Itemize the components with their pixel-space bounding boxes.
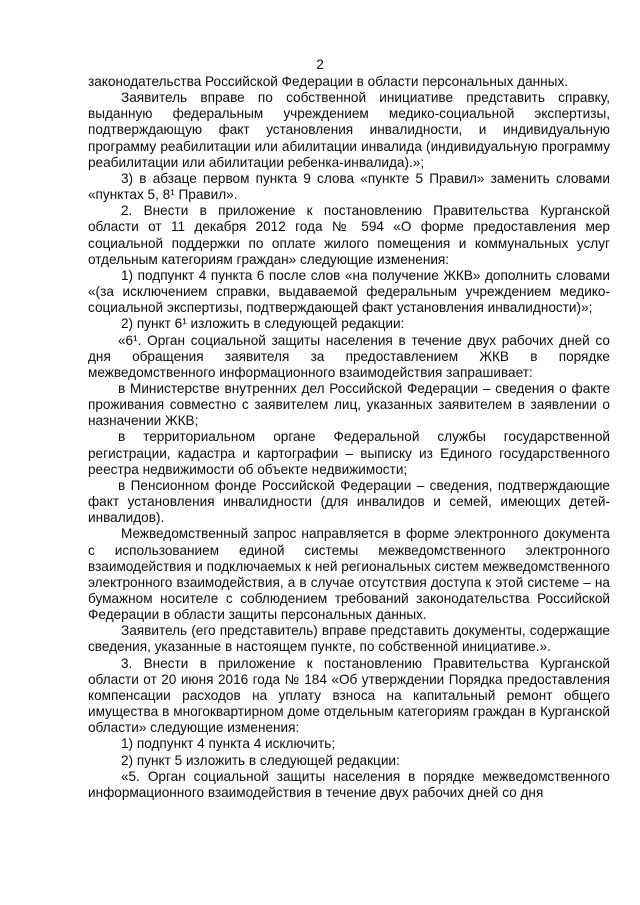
paragraph: Заявитель вправе по собственной инициативе представить справку, выданную федеральным учреждением медико-социальной экспертизы, подтверждающую факт установления инвалидности, и индивидуальную программу реабилитации или абилитации инвалида (индивидуальную программу реабилитации или абилитации ребенка-инвалида).»; [88, 90, 610, 170]
paragraph: 3) в абзаце первом пункта 9 слова «пункте 5 Правил» заменить словами «пунктах 5, 8¹ Правил». [88, 170, 610, 203]
document-body [88, 74, 610, 801]
paragraph: «6¹. Орган социальной защиты населения в течение двух рабочих дней со дня обращения заявителя за предоставлением ЖКВ в порядке межведомственного информационного взаимодействия запрашивает: [88, 332, 610, 380]
paragraph: 1) подпункт 4 пункта 4 исключить; [121, 736, 336, 752]
paragraph: Заявитель (его представитель) вправе представить документы, содержащие сведения, указанные в настоящем пункте, по собственной инициативе.». [88, 623, 610, 655]
paragraph: Межведомственный запрос направляется в форме электронного документа с использованием единой системы межведомственного электронного взаимодействия и подключаемых к ней региональных систем межведомственного электронного взаимодействия, а в случае отсутствия доступа к этой системе – на бумажном носителе с соблюдением требований законодательства Российской Федерации в области защиты персональных данных. [88, 526, 610, 623]
page-number: 2 [316, 57, 324, 72]
paragraph: «5. Орган социальной защиты населения в порядке межведомственного информационного взаимодействия в течение двух рабочих дней со дня [88, 768, 610, 800]
paragraph: в территориальном органе Федеральной службы государственной регистрации, кадастра и картографии – выписку из Единого государственного реестра недвижимости об объекте недвижимости; [88, 429, 610, 477]
paragraph: в Пенсионном фонде Российской Федерации – сведения, подтверждающие факт установления инвалидности (для инвалидов и семей, имеющих детей-инвалидов). [88, 477, 610, 526]
paragraph: в Министерстве внутренних дел Российской Федерации – сведения о факте проживания совместно с заявителем лиц, указанных заявителем в заявлении о назначении ЖКВ; [88, 380, 610, 429]
paragraph: 2. Внести в приложение к постановлению Правительства Курганской области от 11 декабря 2012 года № 594 «О форме предоставления мер социальной поддержки по оплате жилого помещения и коммунальных услуг отдельным категориям граждан» следующие изменения: [88, 203, 610, 267]
paragraph: 2) пункт 6¹ изложить в следующей редакции: [121, 316, 405, 332]
paragraph: 2) пункт 5 изложить в следующей редакции: [121, 752, 400, 768]
paragraph: 1) подпункт 4 пункта 6 после слов «на получение ЖКВ» дополнить словами «(за исключением справки, выдаваемой федеральным учреждением медико-социальной экспертизы, подтверждающей факт установления инвалидности)»; [88, 267, 610, 316]
paragraph: законодательства Российской Федерации в области персональных данных. [88, 74, 569, 89]
paragraph: 3. Внести в приложение к постановлению Правительства Курганской области от 20 июня 2016 года № 184 «Об утверждении Порядка предоставления компенсации расходов на уплату взноса на капитальный ремонт общего имущества в многоквартирном доме отдельным категориям граждан в Курганской области» следующие изменения: [88, 655, 610, 736]
